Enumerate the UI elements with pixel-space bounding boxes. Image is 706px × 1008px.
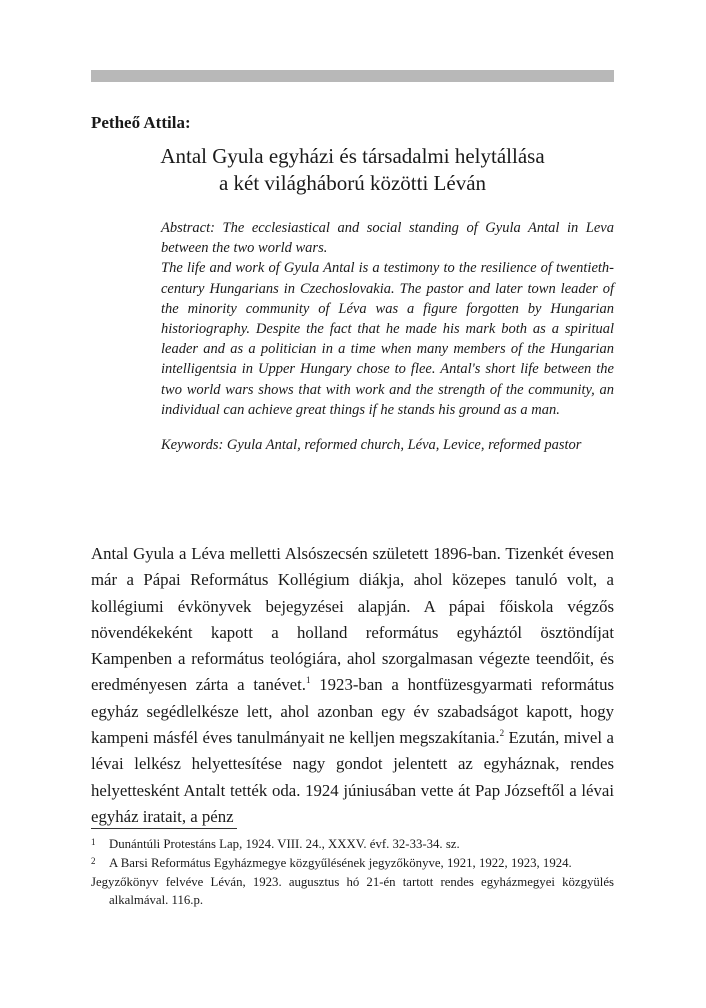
footnote-text: Dunántúli Protestáns Lap, 1924. VIII. 24., XXXV. évf. 32-33-34. sz. [109,837,460,851]
author-name: Petheő Attila: [91,113,191,132]
title-line-2: a két világháború közötti Léván [218,171,487,195]
footnotes [91,835,614,910]
footnote-number: 2 [91,855,96,866]
footnote-2 [91,854,614,873]
body-paragraph [91,541,614,830]
body-text-part-2: 1923-ban a hontfüzesgyarmati református egyház segédlelkésze lett, ahol azonban egy év szabadságot kapott, hogy kampeni másfél éves tanulmányait ne kelljen megszakítania. [91,675,614,748]
header-bar [91,70,614,82]
footnote-3 [91,873,614,911]
abstract-title: Abstract: The ecclesiastical and social standing of Gyula Antal in Leva between the two world wars. [161,220,614,257]
abstract-body: The life and work of Gyula Antal is a testimony to the resilience of twentieth-century Hungarians in Czechoslovakia. The pastor and later town leader of the minority community of Léva was a figure forgotten by Hungarian historiography. Despite the fact that he made his mark both as a spiritual leader and as a politician in a time when many members of the Hungarian intelligentsia in Upper Hungary chose to flee. Antal's short life between the two world wars shows that with work and the strength of the community, an individual can achieve great things if he stands his ground as a man. [161,260,614,418]
abstract [161,218,614,455]
footnote-text: A Barsi Református Egyházmegye közgyűlésének jegyzőkönyve, 1921, 1922, 1923, 1924. [109,855,572,870]
footnote-number: 1 [91,837,96,847]
article-title [91,143,614,197]
body-text-part-3: Ezután, mivel a lévai lelkész helyettesítése nagy gondot jelentett az egyháznak, rendes helyettesként Antalt tették oda. 1924 júniusában vette át Pap Józseftől a lévai egyház iratait, a pénz [91,728,614,826]
body-text [91,541,614,830]
footnote-divider [91,828,237,829]
footnote-ref-2[interactable]: 2 [499,728,505,739]
footnote-1 [91,835,614,854]
keywords: Keywords: Gyula Antal, reformed church, Léva, Levice, reformed pastor [161,437,582,454]
title-line-1: Antal Gyula egyházi és társadalmi helytállása [160,144,545,168]
footnote-ref-1[interactable]: 1 [306,675,311,686]
footnote-text: Jegyzőkönyv felvéve Léván, 1923. augusztus hó 21-én tartott rendes egyházmegyei közgyülés alkalmával. 116.p. [91,874,614,908]
body-text-part-1: Antal Gyula a Léva melletti Alsószecsén született 1896-ban. Tizenkét évesen már a Pápai Református Kollégium diákja, ahol közepes tanuló volt, a kollégiumi évkönyvek bejegyzései alapján. A pápai főiskola végzős növendékeként kapott a holland református egyháztól ösztöndíjat Kampenben a református teológiára, ahol szorgalmasan végezte teendőit, és eredményesen zárta a tanévet. [91,544,614,695]
